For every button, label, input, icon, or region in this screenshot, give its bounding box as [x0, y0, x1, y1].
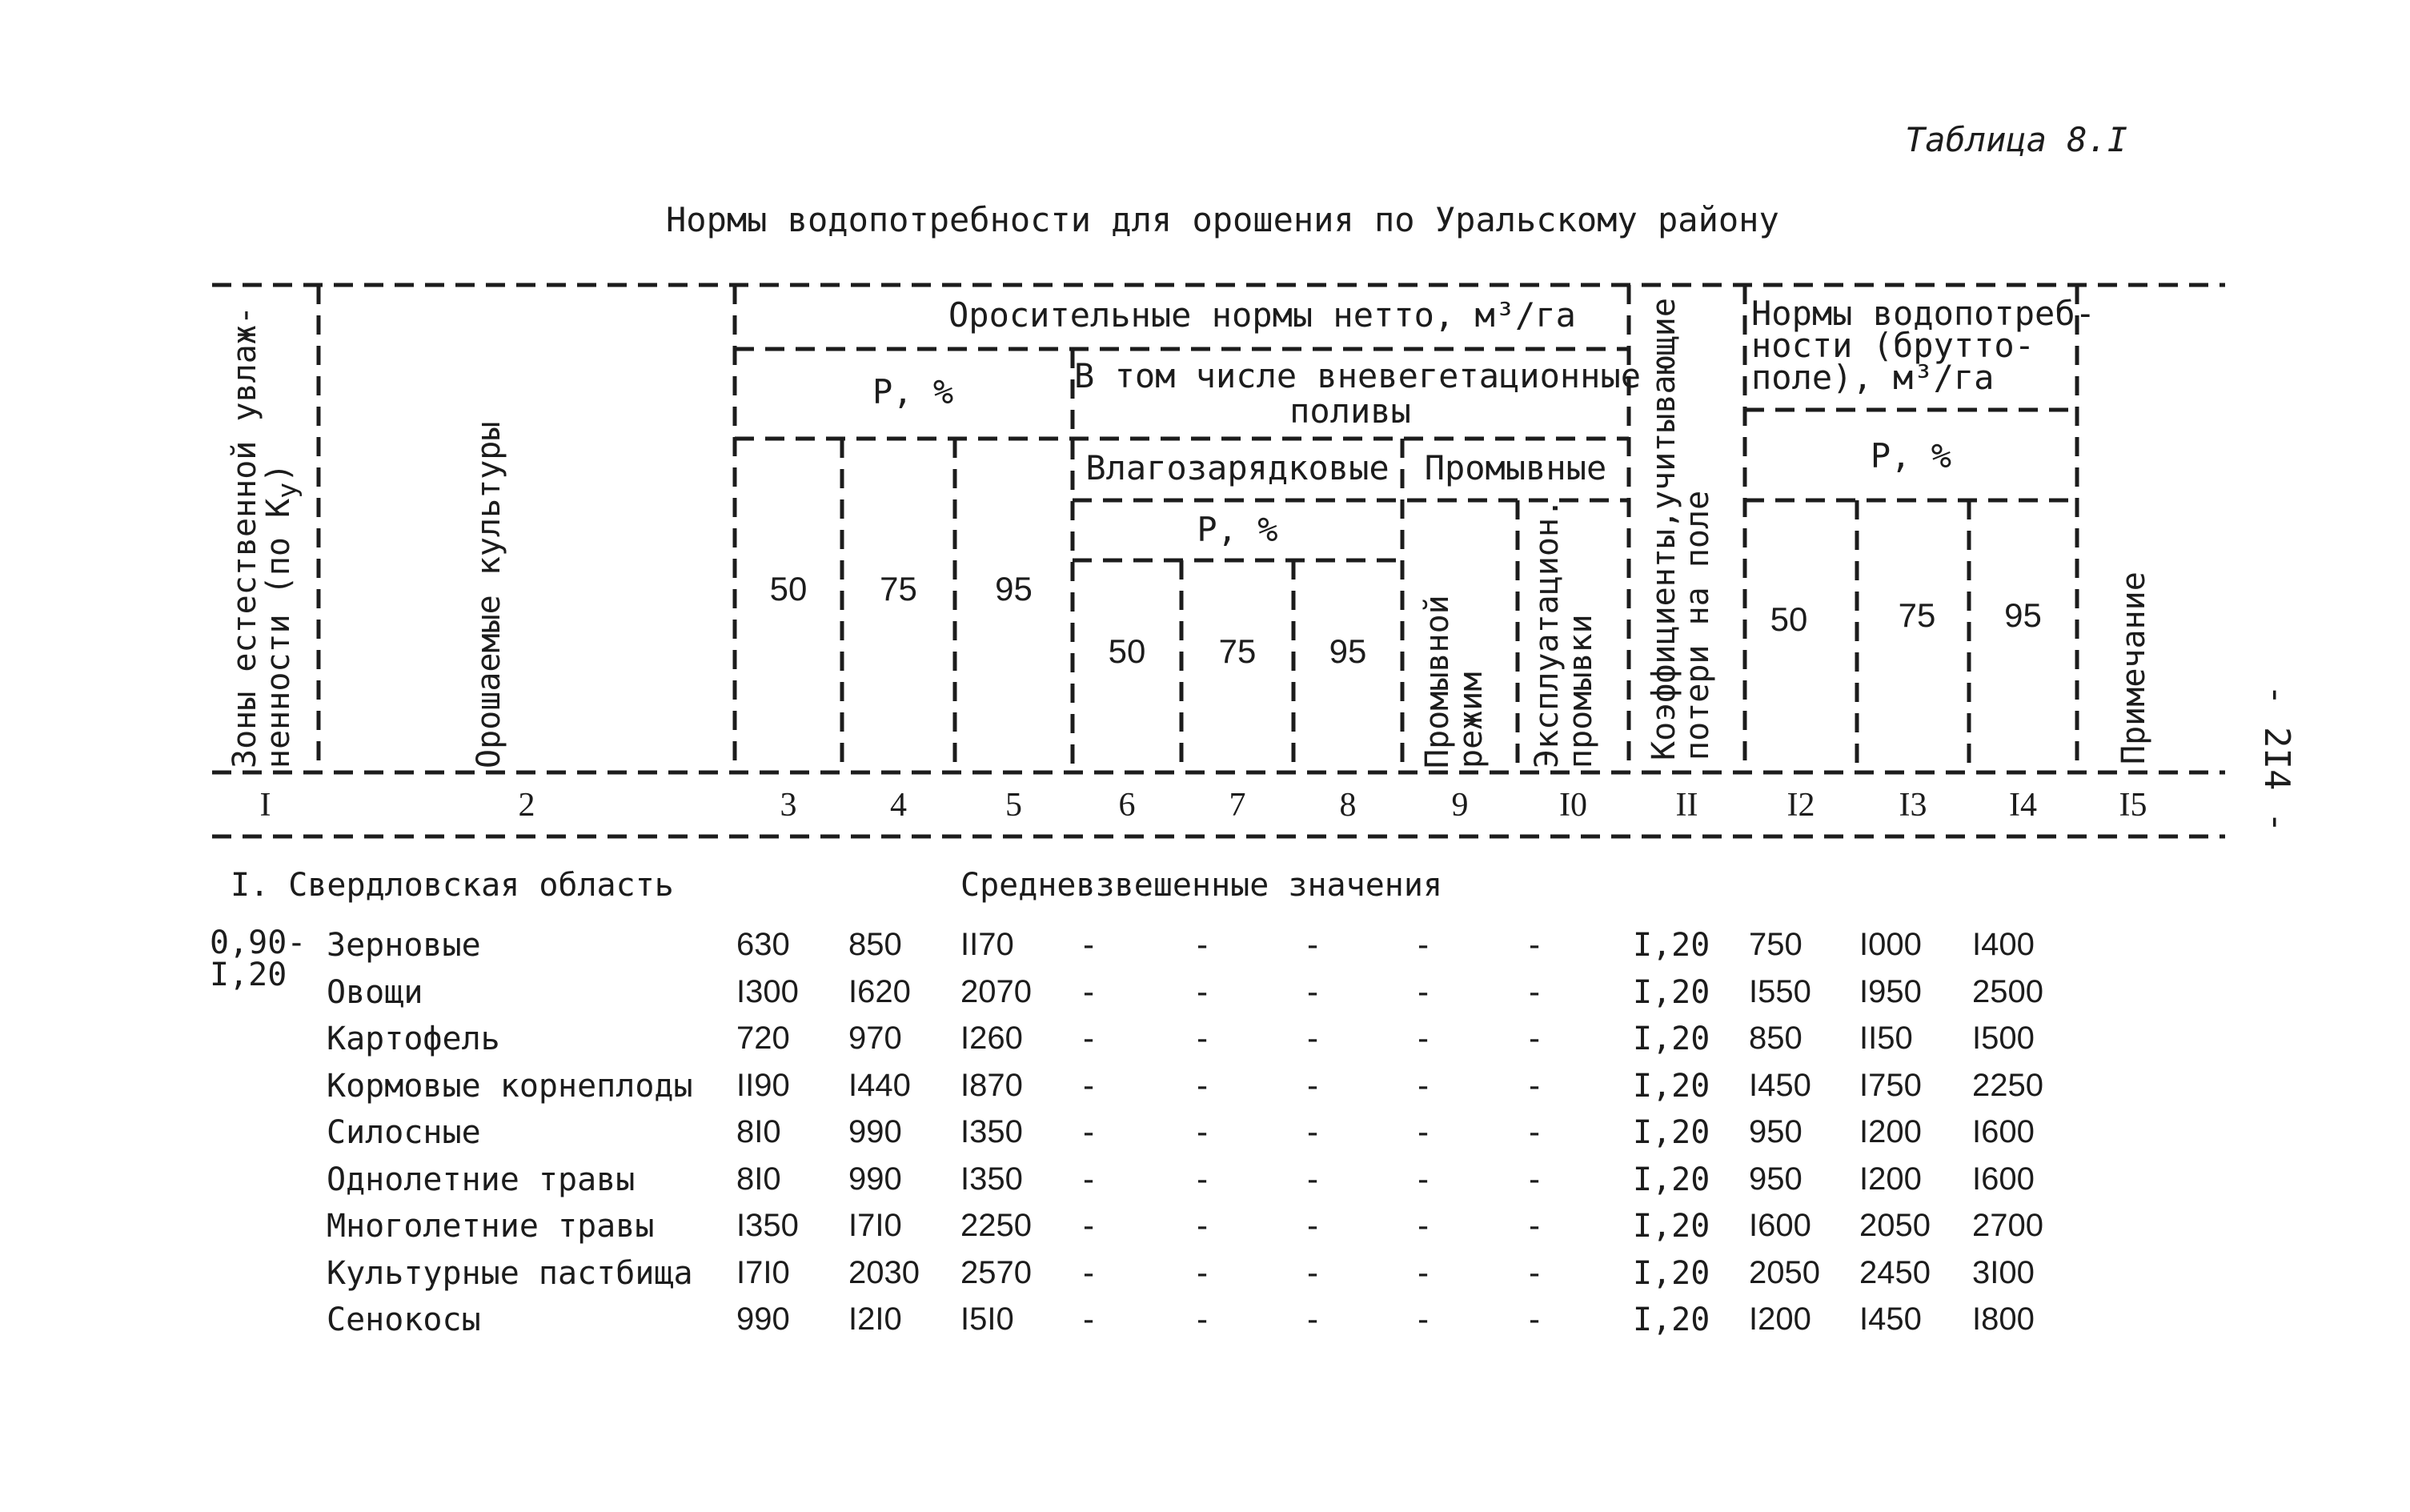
p75-label: 75 — [880, 570, 917, 608]
g95-label: 95 — [2004, 596, 2042, 634]
cell-v9: - — [1414, 1301, 1434, 1338]
crop-name: Картофель — [327, 1021, 500, 1057]
cell-v4: 990 — [848, 1161, 902, 1197]
flush-regime-header — [1421, 595, 1488, 768]
column-number: I4 — [2009, 787, 2037, 824]
crops-header: Орошаемые культуры — [471, 421, 507, 768]
crop-name: Культурные пастбища — [327, 1255, 693, 1292]
cell-v10: - — [1525, 1068, 1545, 1105]
cell-v4: 850 — [848, 927, 902, 962]
cell-v12: 950 — [1749, 1161, 1802, 1197]
cell-v9: - — [1414, 1021, 1434, 1057]
column-number: 4 — [890, 787, 907, 824]
cell-v13: 2050 — [1859, 1208, 1931, 1243]
cell-v14: I600 — [1972, 1161, 2035, 1197]
cell-v13: 2450 — [1859, 1255, 1931, 1290]
table-title: Нормы водопотребности для орошения по Уральскому району — [666, 200, 1779, 239]
cell-v9: - — [1414, 1068, 1434, 1105]
cell-v7: - — [1193, 1021, 1213, 1057]
table-label: Таблица 8.I — [1905, 120, 2128, 159]
gross-line-2: ности (брутто- — [1751, 326, 2035, 365]
cell-v11: I,20 — [1633, 1021, 1710, 1057]
cell-v13: I950 — [1859, 974, 1922, 1009]
gross-header — [1751, 294, 2095, 397]
zone-value — [210, 924, 307, 993]
cell-v5: II70 — [960, 927, 1014, 962]
gross-line-1: Нормы водопотреб- — [1751, 294, 2095, 333]
cell-v4: I620 — [848, 974, 911, 1009]
zone-value-line-1: 0,90- — [210, 924, 307, 961]
cell-v5: 2070 — [960, 974, 1032, 1009]
cell-v3: 8I0 — [736, 1161, 781, 1197]
cell-v3: 720 — [736, 1021, 790, 1056]
column-number: I5 — [2119, 787, 2147, 824]
crop-name: Зерновые — [327, 927, 481, 964]
column-number: I0 — [1559, 787, 1587, 824]
column-number: 5 — [1005, 787, 1022, 824]
cell-v6: - — [1079, 1161, 1099, 1198]
cell-v14: I800 — [1972, 1301, 2035, 1337]
cell-v13: I000 — [1859, 927, 1922, 962]
column-number: 8 — [1339, 787, 1357, 824]
cell-v4: I2I0 — [848, 1301, 902, 1337]
flush-regime-line-1: Промывной — [1419, 595, 1456, 768]
cell-v10: - — [1525, 1208, 1545, 1245]
cell-v4: 970 — [848, 1021, 902, 1056]
cell-v6: - — [1079, 1255, 1099, 1292]
cell-v6: - — [1079, 927, 1099, 964]
cell-v12: I450 — [1749, 1068, 1811, 1103]
zone-header-sub: у — [271, 482, 303, 499]
cell-v7: - — [1193, 1114, 1213, 1151]
flushing-header: Промывные — [1424, 448, 1607, 487]
cell-v4: I440 — [848, 1068, 911, 1103]
cell-v12: I550 — [1749, 974, 1811, 1009]
column-number: 2 — [518, 787, 535, 824]
page-number: - 2I4 - — [2256, 684, 2297, 833]
cell-v6: - — [1079, 1021, 1099, 1057]
column-number: 9 — [1451, 787, 1469, 824]
cell-v5: I870 — [960, 1068, 1023, 1103]
cell-v9: - — [1414, 1161, 1434, 1198]
cell-v11: I,20 — [1633, 1068, 1710, 1105]
cell-v12: I200 — [1749, 1301, 1811, 1337]
moisture-header: Влагозарядковые — [1085, 448, 1389, 487]
flush-operational-line-2: промывки — [1562, 614, 1599, 768]
zone-header-line-2 — [262, 306, 304, 768]
cell-v9: - — [1414, 1255, 1434, 1292]
g75-label: 75 — [1898, 596, 1936, 634]
cell-v5: I5I0 — [960, 1301, 1014, 1337]
coefficients-line-1: Коэффициенты,учитывающие — [1646, 298, 1682, 760]
p95-label: 95 — [995, 570, 1033, 608]
column-number: I — [259, 787, 271, 824]
cell-v12: 950 — [1749, 1114, 1802, 1149]
cell-v10: - — [1525, 974, 1545, 1011]
cell-v10: - — [1525, 1021, 1545, 1057]
crop-name: Многолетние травы — [327, 1208, 655, 1245]
cell-v3: I7I0 — [736, 1255, 790, 1290]
cell-v8: - — [1303, 1301, 1323, 1338]
cell-v13: I200 — [1859, 1161, 1922, 1197]
cell-v7: - — [1193, 974, 1213, 1011]
coefficients-line-2: потери на поле — [1679, 490, 1716, 760]
cell-v10: - — [1525, 1161, 1545, 1198]
cell-v3: I300 — [736, 974, 799, 1009]
section-subtitle: Средневзвешенные значения — [960, 867, 1443, 904]
cell-v7: - — [1193, 927, 1213, 964]
q75-label: 75 — [1218, 632, 1257, 670]
cell-v3: 630 — [736, 927, 790, 962]
cell-v12: 2050 — [1749, 1255, 1820, 1290]
cell-v9: - — [1414, 974, 1434, 1011]
cell-v7: - — [1193, 1068, 1213, 1105]
flush-operational-header — [1530, 499, 1598, 768]
cell-v9: - — [1414, 1208, 1434, 1245]
q50-label: 50 — [1108, 632, 1146, 670]
crop-name: Кормовые корнеплоды — [327, 1068, 693, 1105]
cell-v7: - — [1193, 1255, 1213, 1292]
section-title: I. Свердловская область — [231, 867, 674, 904]
cell-v3: II90 — [736, 1068, 790, 1103]
column-number: I2 — [1786, 787, 1815, 824]
included-line-1: В том числе вневегетационные — [1074, 356, 1642, 395]
column-number: II — [1675, 787, 1698, 824]
zone-header — [228, 306, 304, 768]
crop-name: Сенокосы — [327, 1301, 481, 1338]
cell-v4: I7I0 — [848, 1208, 902, 1243]
coefficients-header — [1647, 298, 1714, 760]
cell-v7: - — [1193, 1301, 1213, 1338]
cell-v11: I,20 — [1633, 1255, 1710, 1292]
gross-line-3: поле), м³/га — [1751, 358, 1995, 397]
cell-v13: II50 — [1859, 1021, 1913, 1056]
q95-label: 95 — [1329, 632, 1367, 670]
cell-v14: I600 — [1972, 1114, 2035, 1149]
cell-v14: I500 — [1972, 1021, 2035, 1056]
zone-header-text: ненности (по К — [260, 498, 297, 768]
cell-v11: I,20 — [1633, 1161, 1710, 1198]
cell-v8: - — [1303, 1114, 1323, 1151]
note-header: Примечание — [2115, 572, 2152, 764]
cell-v3: I350 — [736, 1208, 799, 1243]
column-number: 3 — [780, 787, 797, 824]
cell-v11: I,20 — [1633, 1208, 1710, 1245]
zone-header-close: ) — [260, 463, 297, 483]
cell-v6: - — [1079, 1068, 1099, 1105]
cell-v8: - — [1303, 1255, 1323, 1292]
cell-v6: - — [1079, 1301, 1099, 1338]
cell-v12: 850 — [1749, 1021, 1802, 1056]
included-header — [1074, 356, 1642, 431]
cell-v14: 2250 — [1972, 1068, 2043, 1103]
cell-v8: - — [1303, 1021, 1323, 1057]
cell-v8: - — [1303, 1068, 1323, 1105]
column-number: 7 — [1229, 787, 1246, 824]
cell-v10: - — [1525, 1255, 1545, 1292]
cell-v5: 2250 — [960, 1208, 1032, 1243]
p-percent-header: Р, % — [872, 372, 954, 411]
cell-v14: 2700 — [1972, 1208, 2043, 1243]
cell-v5: I350 — [960, 1114, 1023, 1149]
column-number: 6 — [1118, 787, 1136, 824]
cell-v8: - — [1303, 1161, 1323, 1198]
cell-v3: 8I0 — [736, 1114, 781, 1149]
g50-label: 50 — [1770, 600, 1808, 638]
zone-header-line-1: Зоны естественной увлаж- — [227, 306, 263, 768]
included-line-2: поливы — [1289, 391, 1411, 431]
cell-v11: I,20 — [1633, 974, 1710, 1011]
cell-v9: - — [1414, 1114, 1434, 1151]
cell-v4: 2030 — [848, 1255, 920, 1290]
cell-v3: 990 — [736, 1301, 790, 1337]
cell-v9: - — [1414, 927, 1434, 964]
cell-v5: I260 — [960, 1021, 1023, 1056]
cell-v11: I,20 — [1633, 1301, 1710, 1338]
cell-v12: 750 — [1749, 927, 1802, 962]
cell-v4: 990 — [848, 1114, 902, 1149]
cell-v13: I450 — [1859, 1301, 1922, 1337]
column-number: I3 — [1899, 787, 1927, 824]
cell-v13: I200 — [1859, 1114, 1922, 1149]
flush-operational-line-1: Эксплуатацион. — [1529, 498, 1566, 768]
cell-v14: 2500 — [1972, 974, 2043, 1009]
cell-v8: - — [1303, 1208, 1323, 1245]
cell-v14: I400 — [1972, 927, 2035, 962]
cell-v6: - — [1079, 974, 1099, 1011]
crop-name: Овощи — [327, 974, 423, 1011]
p-percent-header-2: Р, % — [1197, 510, 1278, 549]
cell-v11: I,20 — [1633, 1114, 1710, 1151]
cell-v10: - — [1525, 1114, 1545, 1151]
cell-v11: I,20 — [1633, 927, 1710, 964]
cell-v7: - — [1193, 1208, 1213, 1245]
cell-v12: I600 — [1749, 1208, 1811, 1243]
cell-v10: - — [1525, 1301, 1545, 1338]
p50-label: 50 — [769, 570, 808, 608]
cell-v5: I350 — [960, 1161, 1023, 1197]
p-percent-header-3: Р, % — [1870, 436, 1952, 475]
cell-v10: - — [1525, 927, 1545, 964]
irrigation-norms-header: Оросительные нормы нетто, м³/га — [948, 295, 1576, 335]
flush-regime-line-2: режим — [1453, 672, 1490, 768]
cell-v5: 2570 — [960, 1255, 1032, 1290]
cell-v6: - — [1079, 1114, 1099, 1151]
zone-value-line-2: I,20 — [210, 957, 287, 993]
crop-name: Однолетние травы — [327, 1161, 636, 1198]
cell-v14: 3I00 — [1972, 1255, 2035, 1290]
cell-v8: - — [1303, 927, 1323, 964]
cell-v6: - — [1079, 1208, 1099, 1245]
cell-v7: - — [1193, 1161, 1213, 1198]
crop-name: Силосные — [327, 1114, 481, 1151]
cell-v13: I750 — [1859, 1068, 1922, 1103]
cell-v8: - — [1303, 974, 1323, 1011]
